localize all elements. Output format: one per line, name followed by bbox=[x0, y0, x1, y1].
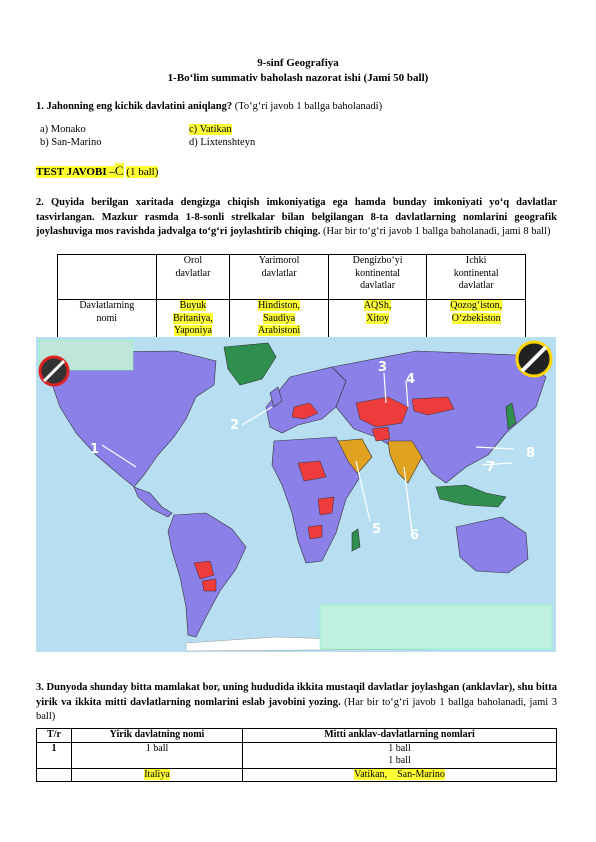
cell-island: Buyuk Britaniya, Yaponiya bbox=[156, 300, 230, 339]
cell-landlocked: Qozog‘iston, O‘zbekiston bbox=[427, 300, 526, 339]
page-subtitle: 1-Bo‘lim summativ baholash nazorat ishi (Jami 50 ball) bbox=[167, 72, 429, 84]
row-label: Davlatlarning nomi bbox=[58, 300, 157, 339]
test-answer-points: (1 ball) bbox=[126, 166, 159, 178]
header-enclaves: Mitti anklav-davlatlarning nomlari bbox=[243, 729, 557, 743]
header-landlocked: Ichki kontinental davlatlar bbox=[427, 255, 526, 300]
header-island: Orol davlatlar bbox=[156, 255, 230, 300]
page-title: 9-sinf Geografiya bbox=[257, 57, 339, 69]
north-america-shape bbox=[46, 351, 216, 487]
africa-landlocked-b-shape bbox=[318, 497, 334, 515]
central-america-shape bbox=[134, 487, 172, 517]
row2-small: Vatikan, San-Marino bbox=[243, 768, 557, 782]
row2-number bbox=[37, 768, 72, 782]
option-c: c) Vatikan bbox=[189, 124, 232, 135]
cell-coastal: AQSh, Xitoy bbox=[328, 300, 427, 339]
row1-small: 1 ball 1 ball bbox=[243, 742, 557, 768]
world-map-svg bbox=[36, 337, 556, 652]
madagascar-shape bbox=[352, 529, 360, 551]
header-number: T/r bbox=[37, 729, 72, 743]
header-peninsula: Yarimorol davlatlar bbox=[230, 255, 329, 300]
test-answer-letter: C bbox=[114, 163, 124, 178]
test-answer bbox=[36, 163, 158, 179]
afghanistan-shape bbox=[372, 427, 390, 441]
map-number-7: 7 bbox=[486, 460, 496, 475]
country-table bbox=[57, 254, 526, 339]
cell-peninsula: Hindiston, Saudiya Arabistoni bbox=[230, 300, 329, 339]
header-big-country: Yirik davlatning nomi bbox=[72, 729, 243, 743]
arrow-5 bbox=[356, 461, 370, 521]
row2-big: Italiya bbox=[72, 768, 243, 782]
question-1-text: 1. Jahonning eng kichik davlatini aniqlang? bbox=[36, 101, 233, 112]
row1-big: 1 ball bbox=[72, 742, 243, 768]
question-3-note: (Har bir to‘g‘ri javob 1 ballga baholanadi, jami 3 ball) bbox=[36, 696, 558, 722]
option-b: b) San-Marino bbox=[40, 137, 102, 148]
africa-landlocked-c-shape bbox=[308, 525, 322, 539]
question-3-text: 3. Dunyoda shunday bitta mamlakat bor, uning hududida ikkita mustaqil davlatlar joylashgan (anklavlar), shu bitta yirik va ikkita mitti davlatlarning nomlarini eslab javobini yozing. bbox=[36, 682, 557, 708]
world-map bbox=[36, 337, 556, 652]
greenland-shape bbox=[224, 343, 276, 385]
row1-number: 1 bbox=[37, 742, 72, 768]
map-bottom-right-box bbox=[320, 605, 552, 649]
header-coastal: Dengizbo‘yi kontinental davlatlar bbox=[328, 255, 427, 300]
no-entry-sign-left-icon bbox=[40, 357, 68, 385]
map-number-6: 6 bbox=[410, 528, 420, 543]
question-3 bbox=[36, 681, 557, 725]
australia-shape bbox=[456, 517, 528, 573]
enclave-table bbox=[36, 728, 557, 782]
question-2-text: 2. Quyida berilgan xaritada dengizga chiqish imkoniyatiga ega hamda bunday imkoniyati yo‘q davlatlar tasvirlangan. Mazkur rasmda 1-8-sonli strelkalar bilan belgilangan 8-ta davlatlarning nomlarini geografik joylashuviga mos ravishda jadvalga to‘g‘ri joylashtirib chiqing. bbox=[36, 197, 557, 237]
map-number-4: 4 bbox=[406, 372, 416, 387]
map-number-8: 8 bbox=[526, 446, 536, 461]
question-1-note: (To‘g‘ri javob 1 ballga baholanadi) bbox=[234, 101, 383, 112]
no-entry-sign-right-icon bbox=[517, 342, 551, 376]
southeast-asia-islands-shape bbox=[436, 485, 506, 507]
question-2-note: (Har bir to‘g‘ri javob 1 ballga baholanadi, jami 8 ball) bbox=[323, 226, 551, 237]
map-number-1: 1 bbox=[90, 442, 100, 457]
test-answer-label: TEST JAVOBI – bbox=[36, 166, 115, 178]
question-2 bbox=[36, 196, 557, 240]
question-1 bbox=[36, 100, 557, 115]
paraguay-shape bbox=[202, 579, 216, 591]
option-a: a) Monako bbox=[40, 124, 86, 135]
empty-header-cell bbox=[58, 255, 157, 300]
map-number-2: 2 bbox=[230, 418, 240, 433]
map-number-5: 5 bbox=[372, 522, 382, 537]
option-d: d) Lixtenshteyn bbox=[189, 137, 256, 148]
map-number-3: 3 bbox=[378, 360, 388, 375]
